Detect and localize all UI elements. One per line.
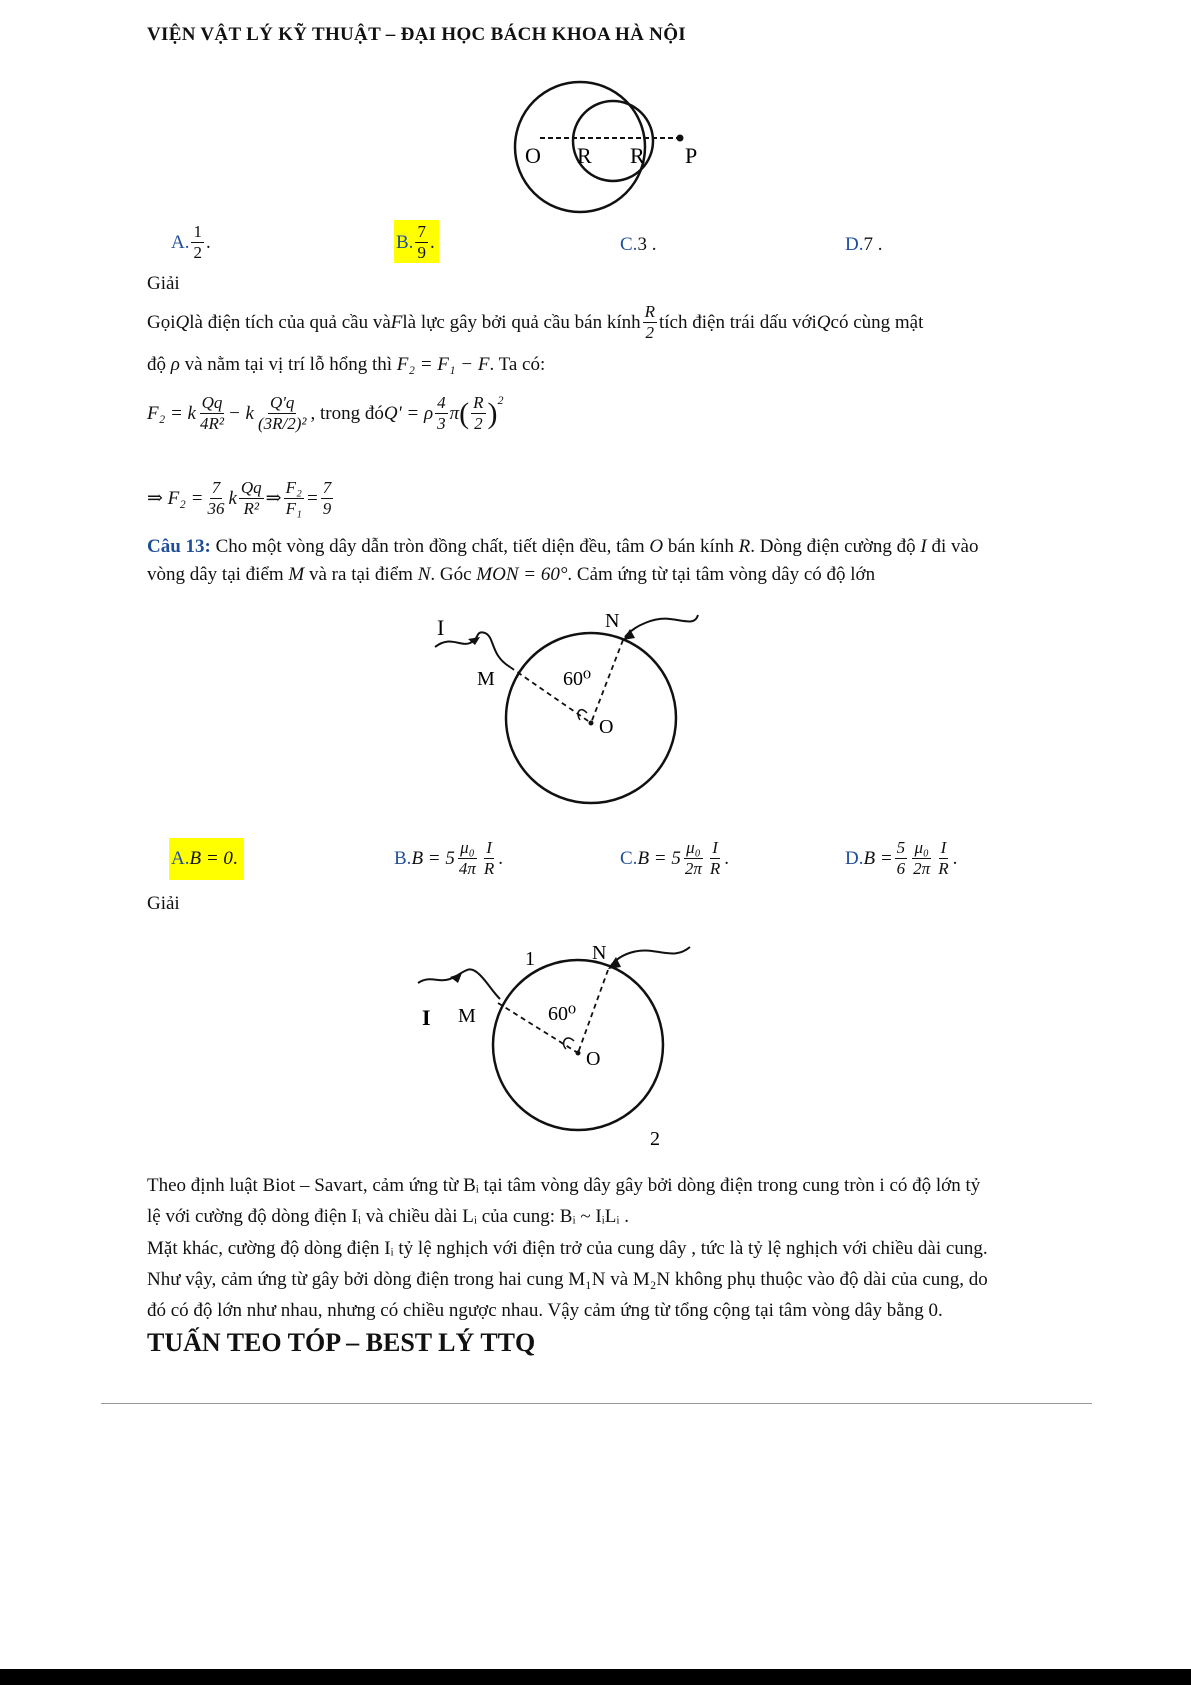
fig3-label-o: O: [586, 1048, 601, 1070]
q13-solution-line-2: lệ với cường độ dòng điện Iᵢ và chiều dài Lᵢ của cung: Bᵢ ~ IᵢLᵢ .: [147, 1206, 630, 1227]
radius-on: [591, 640, 623, 723]
loop-circle-2: [493, 960, 663, 1130]
q12-equation-1: F₂ = k $\frac{Qq}{\text{4R²}}$ − k $\frac{Q'q}{\text{(3R/2)²}}$ , trong đó Q' = ρ $\frac{4}{3}$ π ( $\frac{R}{2}$ ) $^2$: [147, 393, 504, 433]
fig3-label-1: 1: [525, 948, 535, 970]
label-p: P: [685, 143, 698, 168]
bottom-bar: [0, 1669, 1191, 1685]
wire-in-2: [418, 969, 500, 999]
wire-out-2: [610, 947, 690, 967]
q12-option-b[interactable]: B. $\frac{7}{9}$ .: [394, 220, 439, 263]
q13-option-d[interactable]: D. B = $\frac{5}{6}$ $\frac{\text{μ₀}}{2\pi}$ $\frac{I}{R}$ .: [845, 838, 958, 878]
q12-option-d[interactable]: D. 7 .: [845, 234, 883, 255]
footer-title: TUẤN TEO TÓP – BEST LÝ TTQ: [147, 1328, 536, 1357]
radius-on-2: [578, 970, 608, 1053]
center-dot: [589, 721, 594, 726]
point-p-dot: [677, 135, 684, 142]
q13-solution-line-5: đó có độ lớn như nhau, nhưng có chiều ngược nhau. Vậy cảm ứng từ tổng cộng tại tâm vòng dây bằng 0.: [147, 1300, 943, 1321]
loop-figure: [425, 605, 725, 815]
fig3-label-n: N: [592, 942, 607, 964]
q13-solution-line-3: Mặt khác, cường độ dòng điện Iᵢ tỷ lệ nghịch với điện trở của cung dây , tức là tỷ lệ nghịch với chiều dài cung.: [147, 1238, 988, 1259]
center-dot-2: [576, 1051, 581, 1056]
loop-circle: [506, 633, 676, 803]
q13-option-a[interactable]: A. B = 0 .: [169, 838, 244, 880]
fig3-label-2: 2: [650, 1128, 660, 1150]
wire-out: [625, 615, 698, 637]
q12-solution-line-2: độ ρ và nằm tại vị trí lỗ hổng thì F₂ = F₁ − F. Ta có:: [147, 354, 546, 375]
q13-line-1: Câu 13: Cho một vòng dây dẫn tròn đồng chất, tiết diện đều, tâm O bán kính R. Dòng điện cường độ I đi vào: [147, 536, 979, 557]
fig3-label-angle: 60⁰: [548, 1003, 577, 1025]
q13-option-c[interactable]: C. B = 5 $\frac{\text{μ₀}}{2\pi}$ $\frac{I}{R}$ .: [620, 838, 730, 878]
q13-solution-line-1: Theo định luật Biot – Savart, cảm ứng từ Bᵢ tại tâm vòng dây gây bởi dòng điện trong cung tròn i có độ lớn tỷ: [147, 1175, 981, 1196]
q13-option-b[interactable]: B. B = 5 $\frac{\text{μ₀}}{4\pi}$ $\frac{I}{R}$ .: [394, 838, 504, 878]
q13-solution-line-4: Như vậy, cảm ứng từ gây bởi dòng điện trong hai cung M₁N và M₂N không phụ thuộc vào độ dài của cung, do: [147, 1269, 988, 1290]
sphere-hole-figure: [455, 75, 725, 215]
q12-option-c[interactable]: C. 3 .: [620, 234, 657, 255]
q12-option-a[interactable]: A. $\frac{1}{2}$ .: [171, 222, 211, 262]
q12-solution-line-1: Gọi Q là điện tích của quả cầu và F là lực gây bởi quả cầu bán kính $\frac{R}{2}$ tích điện trái dấu với Q có cùng mật: [147, 302, 924, 342]
fig3-label-m: M: [458, 1005, 476, 1027]
q13-line-2: vòng dây tại điểm M và ra tại điểm N. Góc MON = 60°. Cảm ứng từ tại tâm vòng dây có độ lớn: [147, 564, 876, 585]
fig2-label-m: M: [477, 668, 495, 690]
label-r2: R: [630, 143, 645, 168]
footer-rule: [101, 1403, 1092, 1404]
fig3-label-i: I: [422, 1005, 431, 1030]
wire-in: [435, 632, 510, 667]
fig2-label-angle: 60⁰: [563, 668, 592, 690]
q12-solution-label: Giải: [147, 273, 180, 294]
label-o: O: [525, 143, 541, 168]
label-r1: R: [577, 143, 592, 168]
fig2-label-i: I: [437, 615, 445, 640]
fig2-label-o: O: [599, 716, 614, 738]
current-arrow-in-2: [450, 973, 462, 983]
institute-header: VIỆN VẬT LÝ KỸ THUẬT – ĐẠI HỌC BÁCH KHOA HÀ NỘI: [147, 24, 686, 45]
q13-solution-label: Giải: [147, 893, 180, 914]
loop-solution-figure: [410, 935, 710, 1155]
hole-circle: [573, 101, 653, 181]
q12-equation-2: ⇒ F₂ = $\frac{7}{36}$ k $\frac{Qq}{\text{R²}}$ ⇒ $\frac{\text{F₂}}{\text{F₁}}$ = $\frac{7}{9}$: [147, 478, 332, 518]
fig2-label-n: N: [605, 610, 620, 632]
